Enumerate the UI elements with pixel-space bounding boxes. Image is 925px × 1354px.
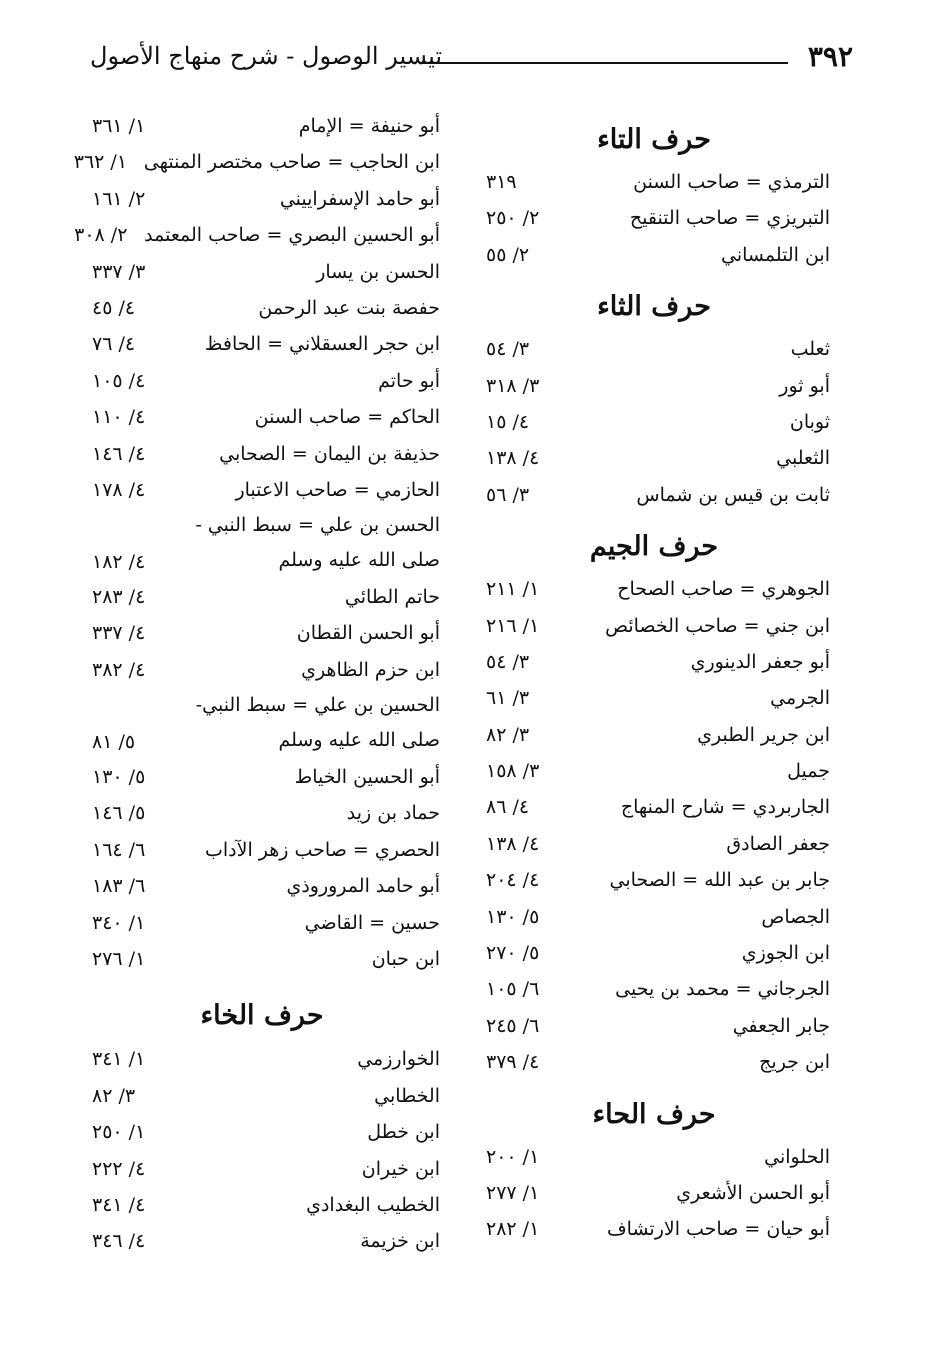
entry-name: أبو ثور: [779, 374, 830, 397]
index-entry: [478, 753, 830, 789]
entry-ref: ٦/ ١٠٥: [486, 978, 540, 1001]
entry-ref: ١/ ٢٧٧: [486, 1181, 540, 1204]
entry-ref: ١/ ٣٤٠: [92, 911, 146, 934]
index-entry: [84, 1041, 440, 1077]
entry-ref: ٤/ ٢٠٤: [486, 869, 540, 892]
entry-name: أبو حاتم: [378, 369, 440, 392]
index-entry: [478, 164, 830, 200]
index-entry: [84, 436, 440, 472]
index-entry: [478, 1175, 830, 1211]
section-heading: حرف الخاء: [200, 1000, 324, 1032]
index-entry: [478, 826, 830, 862]
index-entry: [84, 181, 440, 217]
entry-ref: ٦/ ١٨٣: [92, 875, 146, 898]
entry-name: الحلواني: [764, 1145, 830, 1168]
index-entry: [84, 1078, 440, 1114]
index-entry: [84, 472, 440, 508]
index-entry: [478, 608, 830, 644]
index-entry: [84, 759, 440, 795]
index-entry: [84, 688, 440, 759]
index-entry: [478, 477, 830, 513]
entry-name: ابن حبان: [371, 948, 440, 971]
entry-name: حذيفة بن اليمان = الصحابي: [219, 442, 440, 465]
entry-ref: ٤/ ١٣٨: [486, 832, 540, 855]
entry-name: الجاربردي = شارح المنهاج: [620, 796, 830, 819]
entry-name: الحصري = صاحب زهر الآداب: [205, 838, 440, 861]
index-entry: [84, 508, 440, 579]
entry-ref: ٤/ ١٤٦: [92, 442, 146, 465]
index-entry: [84, 832, 440, 868]
index-entry: [84, 108, 440, 144]
entry-name: حفصة بنت عبد الرحمن: [258, 296, 440, 319]
entry-name: ثوبان: [789, 410, 830, 433]
entry-ref: ١/ ٣٤١: [92, 1048, 146, 1071]
index-entry: [84, 652, 440, 688]
index-entry: [84, 579, 440, 615]
entry-ref: ١/ ٣٦٢: [73, 151, 128, 174]
entry-ref: ١/ ٢٥٠: [92, 1121, 146, 1144]
index-entry: [84, 1114, 440, 1150]
index-entry: [73, 144, 440, 180]
entry-ref: ٣١٩: [486, 171, 517, 193]
entry-ref: ٤/ ٣٧٩: [486, 1051, 540, 1074]
entry-name: جميل: [787, 760, 830, 783]
entry-name: الحسن بن يسار: [316, 260, 440, 283]
entry-name: ابن التلمساني: [720, 243, 830, 266]
entry-ref: ٤/ ٣٣٧: [92, 622, 146, 645]
index-entry: [478, 1044, 830, 1080]
entry-ref: ٣/ ٨٢: [92, 1084, 136, 1107]
entry-name: الحاكم = صاحب السنن: [254, 406, 440, 429]
entry-ref: ٣/ ٣٣٧: [92, 260, 146, 283]
entry-name: الخطيب البغدادي: [306, 1193, 440, 1216]
index-entry: [478, 404, 830, 440]
index-entry: [84, 615, 440, 651]
entry-name: ابن خزيمة: [360, 1230, 440, 1253]
entry-name: الجرمي: [770, 687, 830, 710]
entry-ref: ٤/ ١٨٢: [92, 550, 146, 573]
entry-name: أبو حنيفة = الإمام: [298, 115, 440, 137]
index-entry: [84, 326, 440, 362]
entry-name: حاتم الطائي: [344, 586, 440, 609]
entry-name: جعفر الصادق: [726, 832, 830, 855]
entry-name: أبو جعفر الدينوري: [690, 650, 830, 673]
entry-name: أبو الحسين الخياط: [294, 766, 440, 789]
index-entry: [84, 795, 440, 831]
entry-ref: ٣/ ٥٦: [486, 483, 530, 506]
index-entry: [84, 905, 440, 941]
entry-ref: ٣/ ٥٤: [486, 650, 530, 673]
entry-name: أبو الحسين البصري = صاحب المعتمد: [144, 224, 440, 247]
index-entry: [478, 368, 830, 404]
entry-ref: ٥/ ١٤٦: [92, 802, 146, 825]
entry-name: أبو الحسن الأشعري: [676, 1181, 830, 1204]
entry-name: ابن الحاجب = صاحب مختصر المنتهى: [143, 151, 440, 174]
page-header: [0, 40, 925, 80]
entry-name: حسين = القاضي: [304, 911, 440, 934]
index-entry: [478, 789, 830, 825]
entry-name: ابن حزم الظاهري: [301, 658, 440, 681]
entry-ref: ٤/ ٣٨٢: [92, 658, 146, 681]
entry-name: ابن خطل: [367, 1121, 440, 1144]
entry-ref: ٤/ ١١٠: [92, 406, 146, 429]
entry-name: ابن جرير الطبري: [697, 723, 830, 746]
book-title: تيسير الوصول - شرح منهاج الأصول: [90, 42, 443, 70]
entry-name: حماد بن زيد: [346, 802, 440, 825]
entry-ref: ٤/ ٨٦: [486, 796, 530, 819]
index-entry: [478, 237, 830, 273]
entry-name: ابن جني = صاحب الخصائص: [605, 614, 830, 637]
entry-name: جابر الجعفي: [732, 1014, 830, 1037]
entry-ref: ٥/ ٨١: [92, 730, 136, 753]
index-entry: [84, 868, 440, 904]
entry-ref: ٤/ ٣٤٦: [92, 1230, 146, 1253]
entry-name: التبريزي = صاحب التنقيح: [629, 207, 830, 230]
entry-ref: ٤/ ٤٥: [92, 296, 136, 319]
right-column: [478, 108, 830, 1248]
entry-name: الحسن بن علي = سبط النبي - صلى الله عليه وسلم: [195, 514, 440, 571]
entry-ref: ٣/ ٣١٨: [486, 374, 540, 397]
entry-name: الخطابي: [374, 1084, 440, 1107]
index-entry: [84, 1151, 440, 1187]
index-entry: [478, 1211, 830, 1247]
entry-ref: ٣/ ٨٢: [486, 723, 530, 746]
entry-name: الجرجاني = محمد بن يحيى: [615, 978, 830, 1001]
index-entry: [478, 1008, 830, 1044]
entry-name: الحازمي = صاحب الاعتبار: [235, 478, 440, 501]
index-entry: [84, 399, 440, 435]
entry-ref: ٣/ ٥٤: [486, 338, 530, 361]
index-entry: [478, 644, 830, 680]
index-entry: [478, 899, 830, 935]
entry-name: الخوارزمي: [357, 1048, 440, 1071]
entry-name: ابن الجوزي: [741, 942, 830, 965]
entry-ref: ٤/ ٢٢٢: [92, 1157, 146, 1180]
index-entry: [478, 680, 830, 716]
index-entry: [478, 717, 830, 753]
entry-name: جابر بن عبد الله = الصحابي: [609, 869, 830, 892]
entry-ref: ٣/ ٦١: [486, 687, 530, 710]
index-entry: [478, 200, 830, 236]
entry-ref: ١/ ٢١٦: [486, 614, 540, 637]
index-entry: [84, 1187, 440, 1223]
entry-ref: ١/ ٢٨٢: [486, 1218, 540, 1241]
entry-ref: ٢/ ٢٥٠: [486, 207, 540, 230]
entry-ref: ٦/ ٢٤٥: [486, 1014, 540, 1037]
entry-name: أبو الحسن القطان: [296, 622, 440, 645]
index-entry: [478, 935, 830, 971]
section-heading: حرف التاء: [597, 124, 711, 155]
index-entry: [478, 440, 830, 476]
header-rule: [420, 62, 788, 64]
entry-name: أبو حيان = صاحب الارتشاف: [606, 1218, 830, 1241]
index-entry: [478, 1139, 830, 1175]
entry-name: أبو حامد المروروذي: [286, 875, 440, 898]
entry-ref: ١/ ٢١١: [486, 578, 540, 601]
index-entry: [84, 363, 440, 399]
entry-name: أبو حامد الإسفراييني: [279, 187, 440, 210]
entry-ref: ٥/ ١٣٠: [92, 766, 146, 789]
index-entry: [478, 331, 830, 367]
entry-ref: ٢/ ٥٥: [486, 243, 530, 266]
index-entry: [84, 254, 440, 290]
index-entry: [478, 571, 830, 607]
entry-name: الجوهري = صاحب الصحاح: [617, 578, 830, 601]
entry-ref: ٤/ ٢٨٣: [92, 586, 146, 609]
entry-ref: ٢/ ١٦١: [92, 187, 146, 210]
entry-ref: ٣/ ١٥٨: [486, 760, 540, 783]
entry-name: الثعلبي: [776, 447, 830, 470]
index-entry: [74, 217, 440, 253]
entry-ref: ١/ ٣٦١: [92, 115, 146, 137]
entry-name: ثابت بن قيس بن شماس: [636, 483, 830, 506]
entry-name: ابن جريج: [759, 1051, 830, 1074]
entry-ref: ١/ ٢٧٦: [92, 948, 146, 971]
index-entry: [84, 1223, 440, 1259]
left-column: [73, 108, 440, 1260]
index-entry: [84, 290, 440, 326]
section-heading: حرف الثاء: [597, 291, 711, 323]
entry-name: الحسين بن علي = سبط النبي- صلى الله عليه وسلم: [195, 694, 440, 751]
page-number: ٣٩٢: [807, 40, 853, 73]
entry-name: ابن حجر العسقلاني = الحافظ: [204, 333, 440, 356]
entry-ref: ٢/ ٣٠٨: [74, 224, 128, 247]
entry-ref: ٤/ ١٠٥: [92, 369, 146, 392]
entry-name: الجصاص: [761, 905, 830, 928]
entry-name: ثعلب: [790, 338, 830, 361]
index-entry: [478, 862, 830, 898]
entry-ref: ٤/ ١٣٨: [486, 447, 540, 470]
entry-ref: ٤/ ٧٦: [92, 333, 136, 356]
section-heading: حرف الجيم: [589, 531, 719, 563]
entry-name: الترمذي = صاحب السنن: [633, 171, 830, 193]
index-entry: [478, 971, 830, 1007]
entry-ref: ٥/ ٢٧٠: [486, 942, 540, 965]
section-heading: حرف الحاء: [592, 1098, 716, 1130]
index-entry: [84, 941, 440, 977]
entry-ref: ١/ ٢٠٠: [486, 1145, 540, 1168]
entry-ref: ٤/ ١٧٨: [92, 478, 146, 501]
entry-name: ابن خيران: [361, 1157, 440, 1180]
entry-ref: ٦/ ١٦٤: [92, 838, 146, 861]
entry-ref: ٥/ ١٣٠: [486, 905, 540, 928]
entry-ref: ٤/ ١٥: [486, 410, 530, 433]
entry-ref: ٤/ ٣٤١: [92, 1193, 146, 1216]
